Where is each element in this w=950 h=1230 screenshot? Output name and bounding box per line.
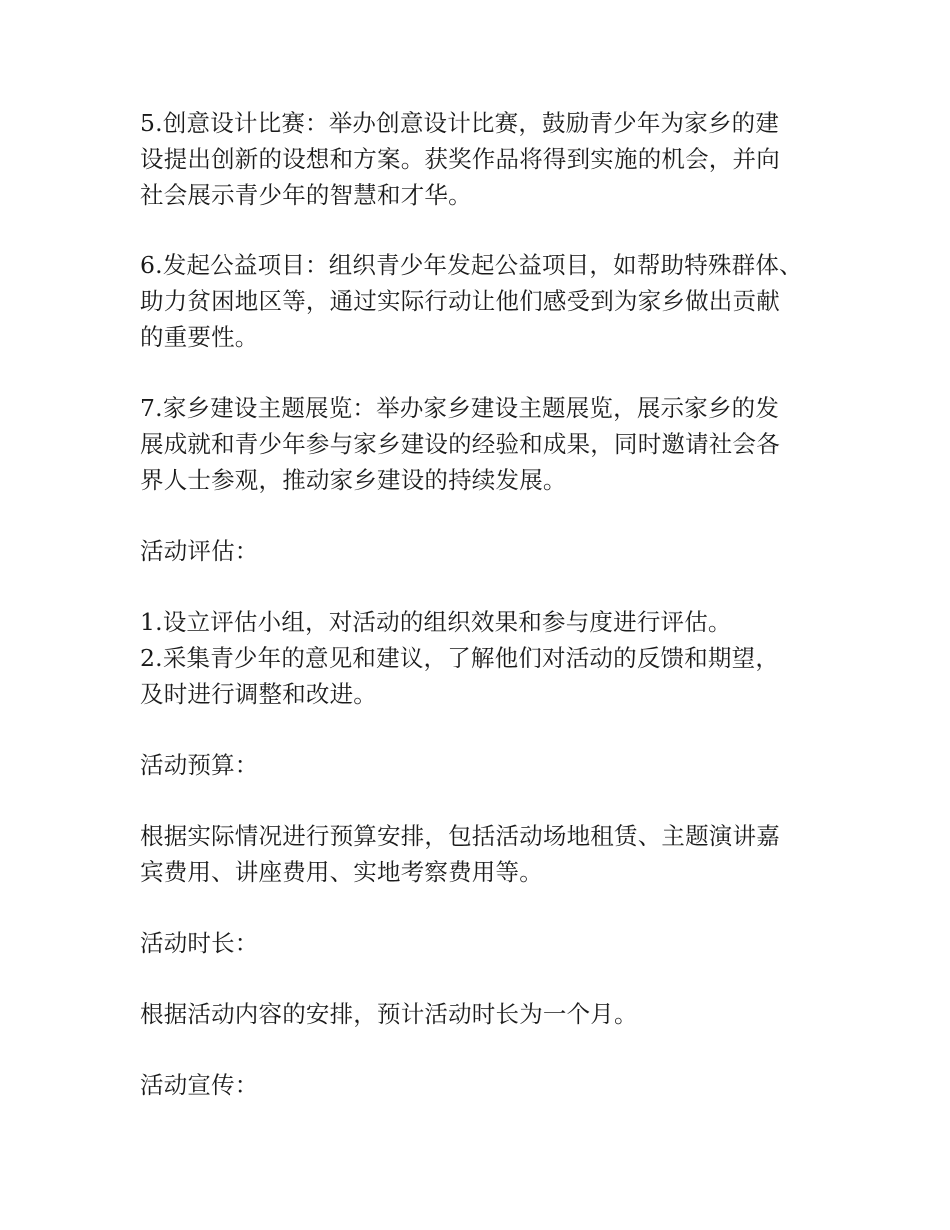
- duration-heading: 活动时长：: [140, 929, 259, 957]
- duration-paragraph: 根据活动内容的安排，预计活动时长为一个月。: [140, 1000, 638, 1028]
- budget-heading: 活动预算：: [140, 751, 259, 779]
- text-line: 根据实际情况进行预算安排，包括活动场地租赁、主题演讲嘉: [140, 822, 780, 850]
- text-line: 的重要性。: [140, 323, 259, 351]
- text-line: 界人士参观，推动家乡建设的持续发展。: [140, 466, 567, 494]
- list-item: 1.设立评估小组，对活动的组织效果和参与度进行评估。: [140, 608, 732, 636]
- text-line: 设提出创新的设想和方案。获奖作品将得到实施的机会，并向: [140, 145, 780, 173]
- text-line: 展成就和青少年参与家乡建设的经验和成果，同时邀请社会各: [140, 430, 780, 458]
- text-line: 6.发起公益项目：组织青少年发起公益项目，如帮助特殊群体、: [140, 251, 803, 279]
- text-line: 7.家乡建设主题展览：举办家乡建设主题展览，展示家乡的发: [140, 394, 780, 422]
- text-line: 宾费用、讲座费用、实地考察费用等。: [140, 858, 543, 886]
- text-line: 助力贫困地区等，通过实际行动让他们感受到为家乡做出贡献: [140, 287, 780, 315]
- text-line: 5.创意设计比赛：举办创意设计比赛，鼓励青少年为家乡的建: [140, 109, 780, 137]
- text-line: 社会展示青少年的智慧和才华。: [140, 181, 472, 209]
- evaluation-heading: 活动评估：: [140, 537, 259, 565]
- list-item: 2.采集青少年的意见和建议，了解他们对活动的反馈和期望，: [140, 644, 780, 672]
- publicity-heading: 活动宣传：: [140, 1071, 259, 1099]
- list-item: 及时进行调整和改进。: [140, 680, 377, 708]
